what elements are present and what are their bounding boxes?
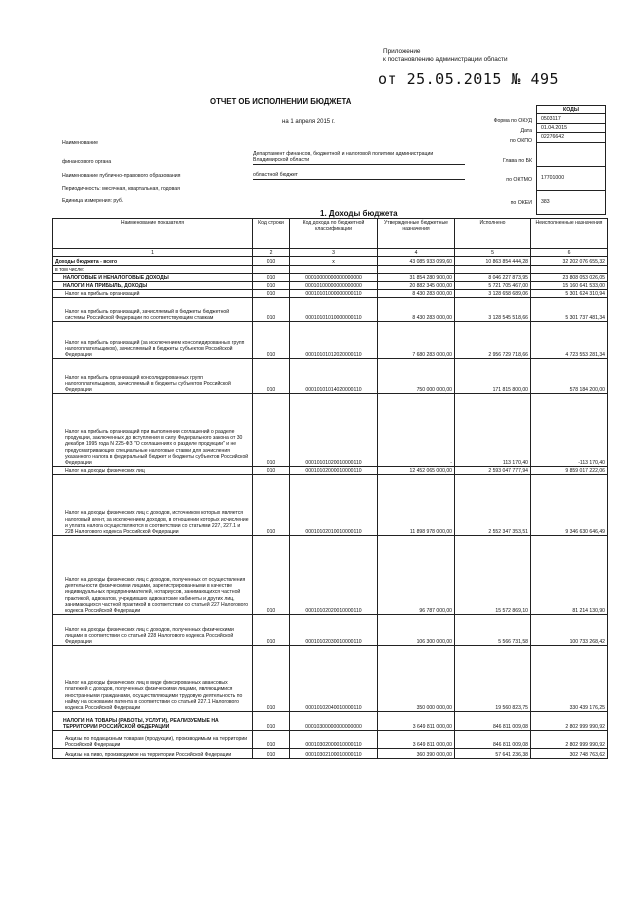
okei-value: 383 — [536, 191, 606, 215]
row-approved: 750 000 000,00 — [378, 359, 455, 394]
table-row — [53, 322, 608, 359]
row-kbk: 00010101014020000110 — [290, 359, 378, 394]
row-name: Доходы бюджета - всего — [53, 257, 253, 266]
row-executed: 15 572 869,10 — [455, 536, 531, 615]
col-number: 4 — [378, 249, 455, 257]
row-approved — [378, 266, 455, 274]
col-header-unexecuted: Неисполненные назначения — [531, 219, 608, 249]
row-kbk: 00010101000000000110 — [290, 290, 378, 298]
row-kbk: 00010302100010000110 — [290, 749, 378, 759]
codes-box — [536, 105, 606, 215]
date-label: Дата — [520, 128, 532, 134]
row-code — [253, 266, 290, 274]
col-number: 1 — [53, 249, 253, 257]
row-executed: 8 046 227 873,95 — [455, 274, 531, 282]
row-approved: 8 430 283 000,00 — [378, 290, 455, 298]
table-row — [53, 467, 608, 475]
row-code: 010 — [253, 394, 290, 467]
row-code: 010 — [253, 298, 290, 322]
row-kbk: 00010302000010000110 — [290, 731, 378, 749]
fin-organ-value: Департамент финансов, бюджетной и налоговой политики администрации Владимирской области — [253, 152, 465, 165]
row-kbk — [290, 266, 378, 274]
row-approved: 350 000 000,00 — [378, 646, 455, 712]
col-header-code: Код строки — [253, 219, 290, 249]
row-unexecuted: 9 859 017 222,06 — [531, 467, 608, 475]
row-approved: 96 787 000,00 — [378, 536, 455, 615]
row-name: Налог на доходы физических лиц в виде фиксированных авансовых платежей с доходов, полученных физическими лицами, являющимися иностранными гражданами, осуществляющими трудовую деятельность по найму на основании патента в соответствии со статьей 227.1 Налогового кодекса Российской Федерации — [53, 646, 253, 712]
row-name: НАЛОГИ НА ПРИБЫЛЬ, ДОХОДЫ — [53, 282, 253, 290]
row-code: 010 — [253, 467, 290, 475]
row-executed: 3 128 658 689,06 — [455, 290, 531, 298]
fin-organ-label: финансового органа — [62, 159, 112, 165]
section-title: 1. Доходы бюджета — [320, 209, 398, 218]
col-number: 5 — [455, 249, 531, 257]
row-kbk: x — [290, 257, 378, 266]
row-code: 010 — [253, 731, 290, 749]
col-header-name: Наименование показателя — [53, 219, 253, 249]
row-code: 010 — [253, 322, 290, 359]
row-executed: 2 552 347 353,51 — [455, 475, 531, 536]
row-executed: 3 128 545 518,66 — [455, 298, 531, 322]
unit-label: Единица измерения: руб. — [62, 198, 124, 204]
table-row — [53, 615, 608, 646]
glava-value — [536, 143, 606, 167]
row-kbk: 00010102010010000110 — [290, 475, 378, 536]
row-code: 010 — [253, 290, 290, 298]
row-unexecuted: 2 802 999 990,92 — [531, 712, 608, 731]
row-name: Налог на прибыль организаций (за исключением консолидированных групп налогоплательщиков), зачисляемый в бюджеты субъектов Российской Федерации — [53, 322, 253, 359]
row-executed: 2 956 729 718,66 — [455, 322, 531, 359]
col-number: 6 — [531, 249, 608, 257]
row-name: в том числе: — [53, 266, 253, 274]
row-kbk: 00010102020010000110 — [290, 536, 378, 615]
okei-label: по ОКЕИ — [510, 200, 532, 206]
table-row — [53, 282, 608, 290]
name-label: Наименование — [62, 140, 98, 146]
row-executed: 19 560 823,75 — [455, 646, 531, 712]
glava-label: Глава по БК — [502, 158, 532, 164]
table-header-row — [53, 219, 608, 249]
row-kbk: 00010101020010000110 — [290, 394, 378, 467]
table-row — [53, 749, 608, 759]
row-kbk: 00010102040010000110 — [290, 646, 378, 712]
row-executed: 5 721 705 467,00 — [455, 282, 531, 290]
row-name: Акцизы на пиво, производимое на территории Российской Федерации — [53, 749, 253, 759]
row-executed — [455, 266, 531, 274]
row-kbk: 00010100000000000000 — [290, 282, 378, 290]
period-label: Периодичность: месячная, квартальная, годовая — [62, 186, 180, 192]
form-code: 0503117 — [536, 114, 606, 123]
okpo-value: 02276642 — [536, 133, 606, 142]
table-row — [53, 266, 608, 274]
row-unexecuted: 32 202 076 655,32 — [531, 257, 608, 266]
row-name: НАЛОГОВЫЕ И НЕНАЛОГОВЫЕ ДОХОДЫ — [53, 274, 253, 282]
row-code: 010 — [253, 646, 290, 712]
row-unexecuted: 100 733 268,42 — [531, 615, 608, 646]
table-row — [53, 274, 608, 282]
oktmo-label: по ОКТМО — [506, 177, 532, 183]
row-code: 010 — [253, 274, 290, 282]
row-kbk: 00010102030010000110 — [290, 615, 378, 646]
row-unexecuted: 81 214 130,90 — [531, 536, 608, 615]
row-name: Налог на прибыль организаций — [53, 290, 253, 298]
form-label: Форма по ОКУД — [493, 118, 532, 124]
row-name: Налог на доходы физических лиц с доходов, полученных физическими лицами в соответствии со статьей 228 Налогового кодекса Российской Федерации — [53, 615, 253, 646]
row-unexecuted: 5 301 624 310,94 — [531, 290, 608, 298]
row-executed: 171 815 800,00 — [455, 359, 531, 394]
table-row — [53, 298, 608, 322]
row-approved: 360 390 000,00 — [378, 749, 455, 759]
row-code: 010 — [253, 359, 290, 394]
col-header-kbk: Код дохода по бюджетной классификации — [290, 219, 378, 249]
row-name: Налог на прибыль организаций при выполнении соглашений о разделе продукции, заключенных до вступления в силу Федерального закона от 30 декабря 1995 года N 225-ФЗ "О соглашениях о разделе продукции" и не предусматривающих специальные налоговые ставки для зачисления указанного налога в федеральный бюджет и бюджеты субъектов Российской Федерации — [53, 394, 253, 467]
row-executed: 2 593 047 777,94 — [455, 467, 531, 475]
col-header-executed: Исполнено — [455, 219, 531, 249]
date-value: 01.04.2015 — [536, 124, 606, 133]
decree-stamp: от 25.05.2015 № 495 — [378, 70, 560, 88]
row-approved: 3 649 811 000,00 — [378, 731, 455, 749]
row-code: 010 — [253, 475, 290, 536]
row-unexecuted: 5 301 737 481,34 — [531, 298, 608, 322]
row-approved: 12 452 065 000,00 — [378, 467, 455, 475]
row-name: Налог на доходы физических лиц с доходов, источником которых является налоговый агент, за исключением доходов, в отношении которых исчисление и уплата налога осуществляются в соответствии со статьями 227, 227.1 и 228 Налогового кодекса Российской Федерации — [53, 475, 253, 536]
row-approved: 106 300 000,00 — [378, 615, 455, 646]
row-executed: 57 641 236,38 — [455, 749, 531, 759]
row-kbk: 00010102000010000110 — [290, 467, 378, 475]
table-row — [53, 712, 608, 731]
row-unexecuted: 578 184 200,00 — [531, 359, 608, 394]
row-name: Налог на доходы физических лиц с доходов, полученных от осуществления деятельности физическими лицами, зарегистрированными в качестве индивидуальных предпринимателей, нотариусов, занимающихся частной практикой, адвокатов, учредивших адвокатские кабинеты и других лиц, занимающихся частной практикой в соответствии со статьей 227 Налогового кодекса Российской Федерации — [53, 536, 253, 615]
col-number: 3 — [290, 249, 378, 257]
table-row — [53, 731, 608, 749]
row-name: Налог на доходы физических лиц — [53, 467, 253, 475]
ppo-label: Наименование публично-правового образования — [62, 173, 181, 179]
row-approved: 11 898 978 000,00 — [378, 475, 455, 536]
row-name: НАЛОГИ НА ТОВАРЫ (РАБОТЫ, УСЛУГИ), РЕАЛИЗУЕМЫЕ НА ТЕРРИТОРИИ РОССИЙСКОЙ ФЕДЕРАЦИИ — [53, 712, 253, 731]
col-number: 2 — [253, 249, 290, 257]
okpo-label: по ОКПО — [510, 138, 532, 144]
column-number-row — [53, 249, 608, 257]
row-unexecuted — [531, 266, 608, 274]
income-table — [52, 218, 608, 759]
row-approved: 7 680 283 000,00 — [378, 322, 455, 359]
row-unexecuted: 2 802 999 990,92 — [531, 731, 608, 749]
row-unexecuted: 15 160 641 533,00 — [531, 282, 608, 290]
row-executed: 10 863 854 444,28 — [455, 257, 531, 266]
table-row — [53, 646, 608, 712]
row-unexecuted: 4 723 553 281,34 — [531, 322, 608, 359]
codes-header: КОДЫ — [536, 105, 606, 114]
row-unexecuted: 23 808 053 026,05 — [531, 274, 608, 282]
row-kbk: 00010300000000000000 — [290, 712, 378, 731]
row-unexecuted: 330 439 176,25 — [531, 646, 608, 712]
row-code: 010 — [253, 257, 290, 266]
row-approved: 20 882 345 000,00 — [378, 282, 455, 290]
row-approved: - — [378, 394, 455, 467]
table-row — [53, 257, 608, 266]
appendix-line-2: к постановлению администрации области — [383, 56, 508, 63]
oktmo-value: 17701000 — [536, 167, 606, 191]
row-unexecuted: -113 170,40 — [531, 394, 608, 467]
row-approved: 3 649 811 000,00 — [378, 712, 455, 731]
row-unexecuted: 302 748 763,62 — [531, 749, 608, 759]
row-code: 010 — [253, 536, 290, 615]
row-name: Акцизы по подакцизным товарам (продукции), производимым на территории Российской Федерации — [53, 731, 253, 749]
ppo-value: областной бюджет — [253, 173, 465, 180]
row-kbk: 00010000000000000000 — [290, 274, 378, 282]
appendix-line-1: Приложение — [383, 48, 421, 55]
row-code: 010 — [253, 749, 290, 759]
row-approved: 43 085 933 099,60 — [378, 257, 455, 266]
table-row — [53, 359, 608, 394]
row-kbk: 00010101010000000110 — [290, 298, 378, 322]
row-executed: 846 811 009,08 — [455, 731, 531, 749]
appendix-note — [383, 48, 613, 64]
table-row — [53, 475, 608, 536]
report-date-line: на 1 апреля 2015 г. — [282, 119, 335, 125]
row-code: 010 — [253, 712, 290, 731]
row-code: 010 — [253, 282, 290, 290]
table-row — [53, 394, 608, 467]
row-executed: 846 811 009,08 — [455, 712, 531, 731]
table-row — [53, 290, 608, 298]
row-approved: 31 854 280 900,00 — [378, 274, 455, 282]
row-approved: 8 430 283 000,00 — [378, 298, 455, 322]
row-name: Налог на прибыль организаций, зачисляемый в бюджеты бюджетной системы Российской Федерации по соответствующим ставкам — [53, 298, 253, 322]
row-unexecuted: 9 346 630 646,49 — [531, 475, 608, 536]
row-code: 010 — [253, 615, 290, 646]
row-executed: 5 566 731,58 — [455, 615, 531, 646]
report-title: ОТЧЕТ ОБ ИСПОЛНЕНИИ БЮДЖЕТА — [210, 97, 352, 106]
row-name: Налог на прибыль организаций консолидированных групп налогоплательщиков, зачисляемый в бюджеты субъектов Российской Федерации — [53, 359, 253, 394]
row-kbk: 00010101012020000110 — [290, 322, 378, 359]
table-row — [53, 536, 608, 615]
row-executed: 113 170,40 — [455, 394, 531, 467]
col-header-approved: Утвержденные бюджетные назначения — [378, 219, 455, 249]
